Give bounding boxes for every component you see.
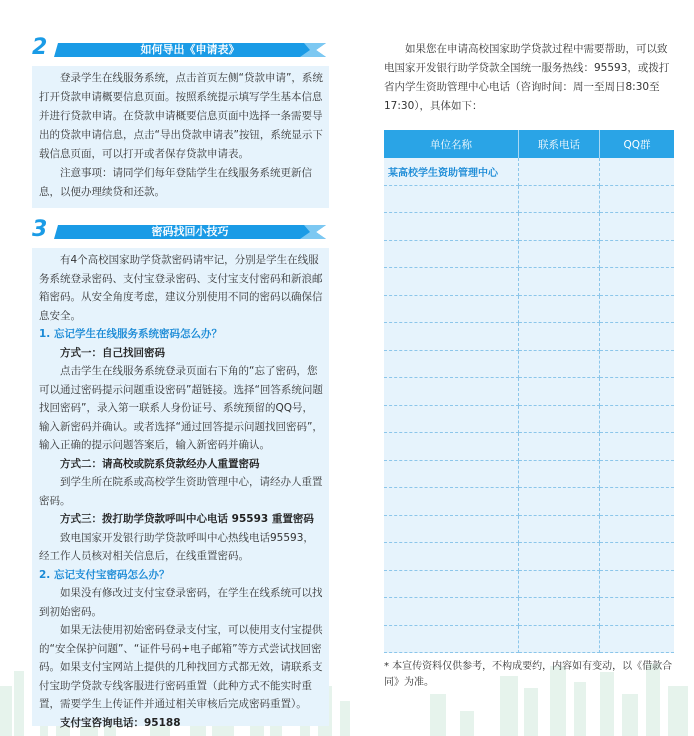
table-cell <box>384 515 519 543</box>
table-cell <box>519 570 600 598</box>
table-cell <box>600 323 675 351</box>
table-cell <box>519 240 600 268</box>
alipay-hotline: 支付宝咨询电话：95188 <box>60 716 181 729</box>
table-row <box>384 543 674 571</box>
table-cell <box>519 158 600 185</box>
table-cell <box>600 598 675 626</box>
table-cell <box>384 323 519 351</box>
section-number: 3 <box>32 217 48 242</box>
section-3-body <box>32 248 329 729</box>
paragraph: 注意事项：请同学们每年登陆学生在线服务系统更新信息，以便办理续贷和还款。 <box>39 167 312 198</box>
table-cell <box>600 240 675 268</box>
table-cell <box>600 295 675 323</box>
paragraph: 点击学生在线服务系统登录页面右下角的“忘了密码，您可以通过密码提示问题重设密码”超链接。选择“回答系统问题找回密码”，录入第一联系人身份证号、系统预留的QQ号，输入新密码并确认。或者选择“通过回答提示问题找回密码”，输入正确的提示问题答案后，输入新密码并确认。 <box>39 365 323 451</box>
contact-table <box>384 130 674 653</box>
table-cell <box>600 213 675 241</box>
table-cell <box>384 460 519 488</box>
table-cell <box>519 543 600 571</box>
section-3-header <box>32 217 329 242</box>
table-cell <box>384 405 519 433</box>
table-cell: 某高校学生资助管理中心 <box>384 158 519 185</box>
column-header-unit: 单位名称 <box>384 130 519 158</box>
section-number: 2 <box>32 35 48 60</box>
table-cell <box>519 185 600 213</box>
section-title: 如何导出《申请表》 <box>140 43 240 56</box>
table-cell <box>519 405 600 433</box>
table-cell <box>519 350 600 378</box>
paragraph: 有4个高校国家助学贷款密码请牢记，分别是学生在线服务系统登录密码、支付宝登录密码、支付宝支付密码和新浪邮箱密码。从安全角度考虑，建议分别使用不同的密码以确保信息安全。 <box>39 254 323 322</box>
table-cell <box>384 598 519 626</box>
table-cell <box>600 543 675 571</box>
table-row <box>384 268 674 296</box>
right-column <box>384 40 674 691</box>
paragraph: 到学生所在院系或高校学生资助管理中心，请经办人重置密码。 <box>39 476 323 507</box>
column-header-phone: 联系电话 <box>519 130 600 158</box>
table-cell <box>519 213 600 241</box>
table-cell <box>519 378 600 406</box>
table-cell <box>519 323 600 351</box>
table-cell <box>519 268 600 296</box>
table-row <box>384 240 674 268</box>
table-cell <box>519 515 600 543</box>
table-row <box>384 570 674 598</box>
table-cell <box>600 378 675 406</box>
method-heading: 方式一：自己找回密码 <box>60 346 165 359</box>
table-cell <box>600 625 675 653</box>
section-2-body <box>32 66 329 208</box>
paragraph: 登录学生在线服务系统，点击首页左侧“贷款申请”，系统打开贷款申请概要信息页面。按照系统提示填写学生基本信息并进行贷款申请。在贷款申请概要信息页面中选择一条需要导出的贷款申请信息，点击“导出贷款申请表”按钮，系统显示下载信息页面，可以打开或者保存贷款申请表。 <box>39 72 323 160</box>
table-cell <box>384 268 519 296</box>
table-cell <box>600 268 675 296</box>
table-row <box>384 598 674 626</box>
table-cell <box>600 488 675 516</box>
table-row <box>384 350 674 378</box>
table-cell <box>384 240 519 268</box>
table-cell <box>519 460 600 488</box>
table-cell <box>384 295 519 323</box>
table-row <box>384 460 674 488</box>
method-heading: 方式二：请高校或院系贷款经办人重置密码 <box>60 457 260 470</box>
paragraph: 如果无法使用初始密码登录支付宝，可以使用支付宝提供的“安全保护问题”、“证件号码+电子邮箱”等方式尝试找回密码。如果支付宝网站上提供的几种找回方式都无效，请联系支付宝助学贷款专线客服进行密码重置（此种方式不能实时重置，需要学生上传证件并通过相关审核后完成密码重置）。 <box>39 624 323 710</box>
table-cell <box>600 515 675 543</box>
paragraph: 如果没有修改过支付宝登录密码，在学生在线系统可以找到初始密码。 <box>39 587 323 618</box>
table-row <box>384 323 674 351</box>
table-cell <box>384 378 519 406</box>
table-row <box>384 378 674 406</box>
question-heading: 2. 忘记支付宝密码怎么办？ <box>39 568 170 581</box>
table-cell <box>384 570 519 598</box>
table-cell <box>384 185 519 213</box>
disclaimer-note: * 本宣传资料仅供参考，不构成要约，内容如有变动，以《借款合同》为准。 <box>384 661 673 688</box>
left-column <box>32 35 329 729</box>
table-row <box>384 433 674 461</box>
table-cell <box>519 625 600 653</box>
table-body <box>384 158 674 653</box>
table-cell <box>600 158 675 185</box>
table-cell <box>519 488 600 516</box>
table-cell <box>600 433 675 461</box>
paragraph: 致电国家开发银行助学贷款呼叫中心热线电话95593，经工作人员核对相关信息后，在线重置密码。 <box>39 531 314 562</box>
table-cell <box>384 625 519 653</box>
table-cell <box>384 350 519 378</box>
table-cell <box>600 570 675 598</box>
table-cell <box>384 543 519 571</box>
table-row <box>384 295 674 323</box>
table-header-row <box>384 130 674 158</box>
table-row <box>384 213 674 241</box>
table-cell <box>384 433 519 461</box>
table-cell <box>519 295 600 323</box>
method-heading: 方式三：拨打助学贷款呼叫中心电话 95593 重置密码 <box>60 513 314 525</box>
table-cell <box>519 598 600 626</box>
table-row <box>384 405 674 433</box>
section-2-header <box>32 35 329 60</box>
table-cell <box>384 213 519 241</box>
table-cell <box>600 405 675 433</box>
table-cell <box>600 185 675 213</box>
help-intro: 如果您在申请高校国家助学贷款过程中需要帮助，可以致电国家开发银行助学贷款全国统一服务热线：95593，或拨打省内学生资助管理中心电话（咨询时间：周一至周日8:30至17:30），具体如下： <box>384 43 670 112</box>
table-cell <box>519 433 600 461</box>
table-row <box>384 185 674 213</box>
section-title: 密码找回小技巧 <box>151 225 229 238</box>
table-row <box>384 158 674 185</box>
column-header-qq: QQ群 <box>600 130 675 158</box>
table-row <box>384 488 674 516</box>
question-heading: 1. 忘记学生在线服务系统密码怎么办？ <box>39 328 222 340</box>
table-row <box>384 515 674 543</box>
table-cell <box>600 460 675 488</box>
table-cell <box>384 488 519 516</box>
table-row <box>384 625 674 653</box>
table-cell <box>600 350 675 378</box>
